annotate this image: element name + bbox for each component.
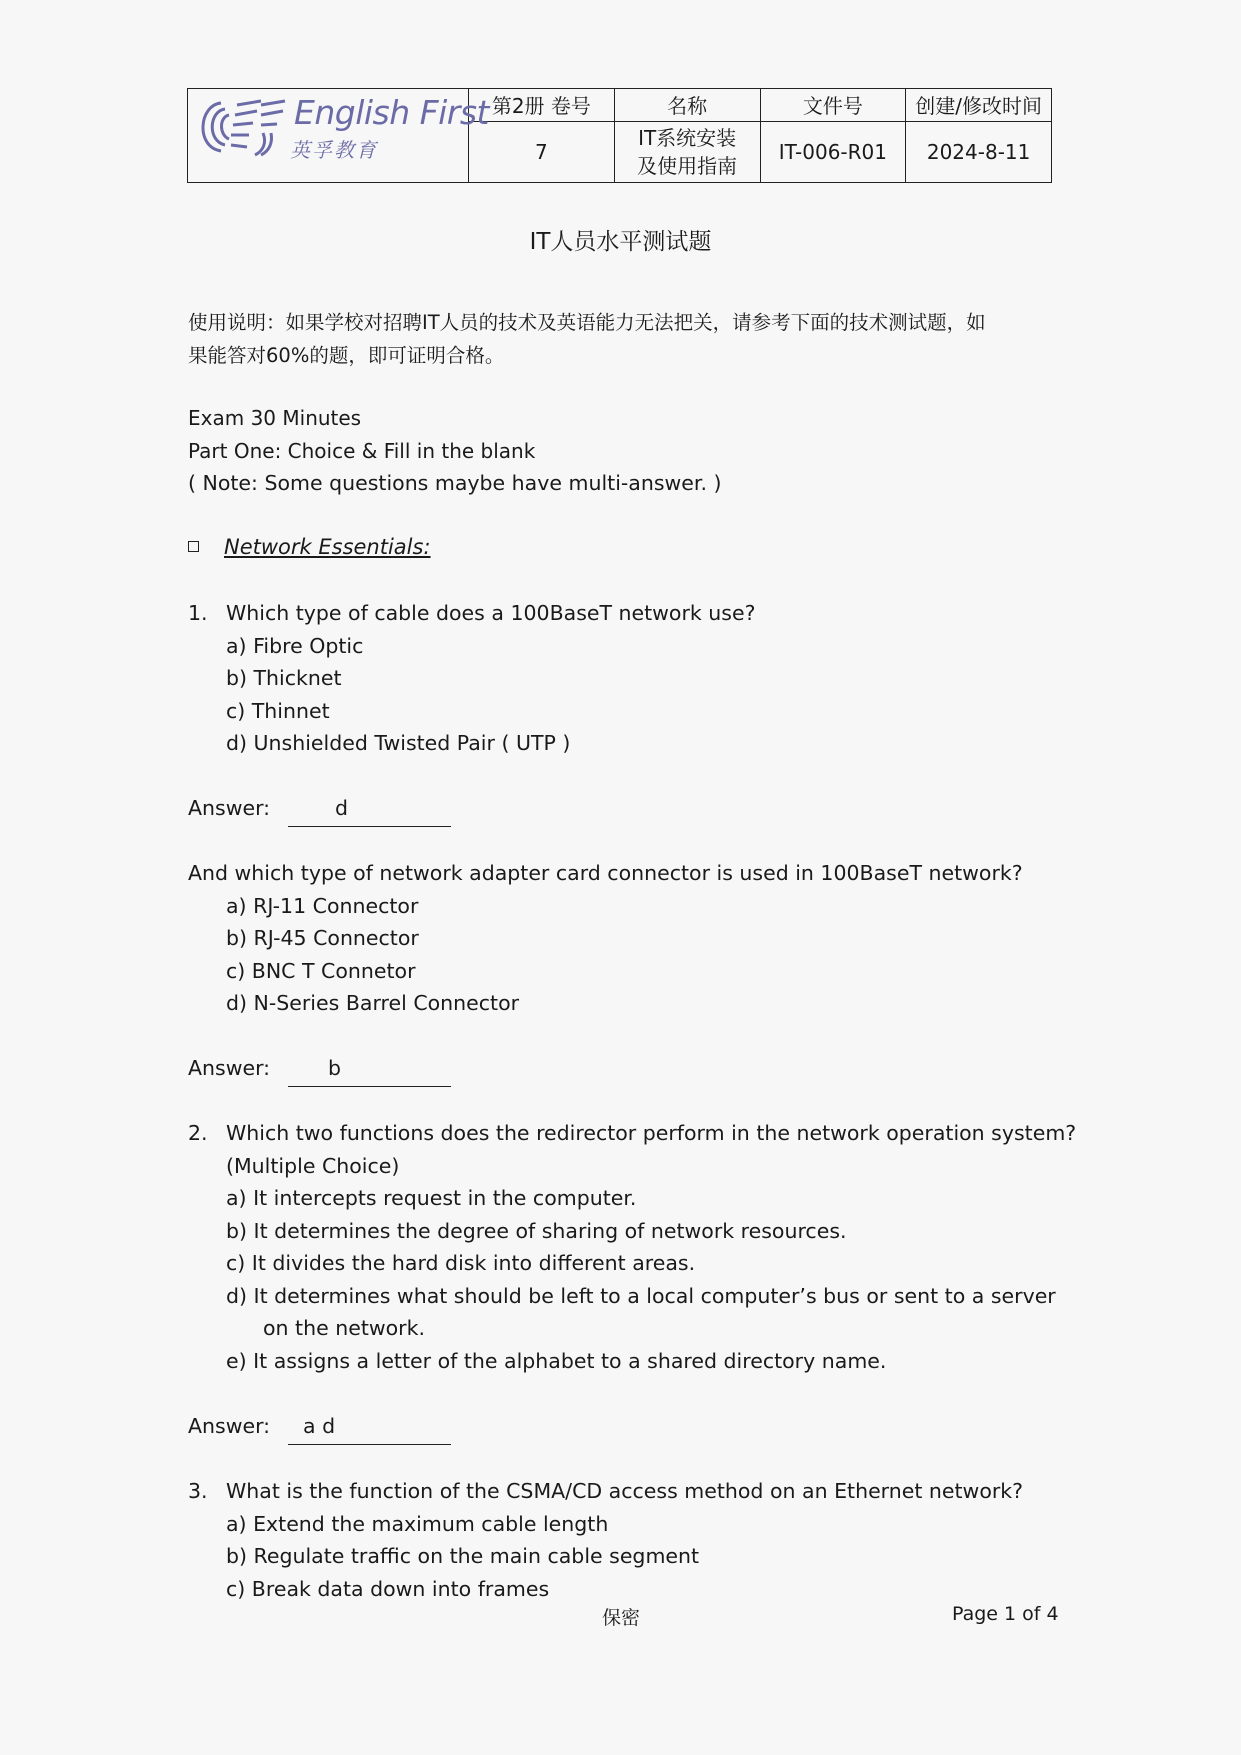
exam-note: ( Note: Some questions maybe have multi-answer. ) xyxy=(188,471,722,495)
section-label: Network Essentials: xyxy=(224,535,431,559)
question-1-option-d: d) Unshielded Twisted Pair ( UTP ) xyxy=(226,731,571,755)
question-1-number: 1. xyxy=(188,601,208,625)
page-title: IT人员水平测试题 xyxy=(529,229,712,255)
header-file-no-value: IT-006-R01 xyxy=(760,121,906,182)
footer-confidential: 保密 xyxy=(602,1607,641,1629)
header-col-file-no: 文件号 xyxy=(760,89,906,122)
answer-underline xyxy=(288,1444,451,1445)
question-1-text: Which type of cable does a 100BaseT network use? xyxy=(226,601,756,625)
question-2-option-d: d) It determines what should be left to a local computer’s bus or sent to a server xyxy=(226,1284,1056,1308)
question-1b-option-a: a) RJ-11 Connector xyxy=(226,894,419,918)
answer-underline xyxy=(288,1086,451,1087)
question-1-answer-label: Answer: xyxy=(188,796,271,820)
question-1b-option-c: c) BNC T Connetor xyxy=(226,959,416,983)
question-2-option-e: e) It assigns a letter of the alphabet to a shared directory name. xyxy=(226,1349,887,1373)
question-2-option-b: b) It determines the degree of sharing of network resources. xyxy=(226,1219,847,1243)
question-3-option-b: b) Regulate traffic on the main cable segment xyxy=(226,1544,700,1568)
logo-text-english: English First xyxy=(294,93,489,132)
question-2-number: 2. xyxy=(188,1121,208,1145)
question-2-option-a: a) It intercepts request in the computer. xyxy=(226,1186,637,1210)
question-3-text: What is the function of the CSMA/CD access method on an Ethernet network? xyxy=(226,1479,1024,1503)
header-col-volume: 第2册 卷号 xyxy=(469,89,615,122)
question-1-answer: d xyxy=(335,796,349,820)
question-1b-option-d: d) N-Series Barrel Connector xyxy=(226,991,520,1015)
question-2-answer: a d xyxy=(303,1414,336,1438)
logo-cell xyxy=(188,89,489,183)
exam-duration: Exam 30 Minutes xyxy=(188,406,362,430)
question-1-option-b: b) Thicknet xyxy=(226,666,342,690)
logo-text-chinese: 英孚教育 xyxy=(290,138,378,162)
header-col-name: 名称 xyxy=(614,89,760,122)
question-2-answer-label: Answer: xyxy=(188,1414,271,1438)
question-1b-text: And which type of network adapter card connector is used in 100BaseT network? xyxy=(188,861,1023,885)
intro-line-2: 果能答对60%的题，即可证明合格。 xyxy=(188,344,505,367)
document-header-table xyxy=(187,88,1052,183)
question-2-text: Which two functions does the redirector perform in the network operation system? xyxy=(226,1121,1077,1145)
header-name-line1: IT系统安装 xyxy=(638,125,737,150)
intro-line-1: 使用说明：如果学校对招聘IT人员的技术及英语能力无法把关，请参考下面的技术测试题，如 xyxy=(188,311,986,334)
checkbox-bullet-icon xyxy=(188,541,199,552)
header-date-value: 2024-8-11 xyxy=(906,121,1052,182)
question-3-option-c: c) Break data down into frames xyxy=(226,1577,550,1601)
question-1-option-c: c) Thinnet xyxy=(226,699,330,723)
header-col-date: 创建/修改时间 xyxy=(906,89,1052,122)
footer-page-number: Page 1 of 4 xyxy=(952,1603,1059,1625)
header-volume-value: 7 xyxy=(469,121,615,182)
question-1b-option-b: b) RJ-45 Connector xyxy=(226,926,419,950)
exam-part: Part One: Choice & Fill in the blank xyxy=(188,439,536,463)
question-3-option-a: a) Extend the maximum cable length xyxy=(226,1512,609,1536)
question-2-option-c: c) It divides the hard disk into different areas. xyxy=(226,1251,696,1275)
answer-underline xyxy=(288,826,451,827)
question-1-option-a: a) Fibre Optic xyxy=(226,634,364,658)
question-2-text-line2: (Multiple Choice) xyxy=(226,1154,400,1178)
header-name-value xyxy=(614,121,760,182)
section-heading xyxy=(188,535,431,559)
header-name-line2: 及使用指南 xyxy=(637,153,738,178)
question-3-number: 3. xyxy=(188,1479,208,1503)
question-1b-answer-label: Answer: xyxy=(188,1056,271,1080)
ef-logo-icon xyxy=(191,97,287,157)
question-1b-answer: b xyxy=(328,1056,342,1080)
question-2-option-d-cont: on the network. xyxy=(263,1316,425,1340)
